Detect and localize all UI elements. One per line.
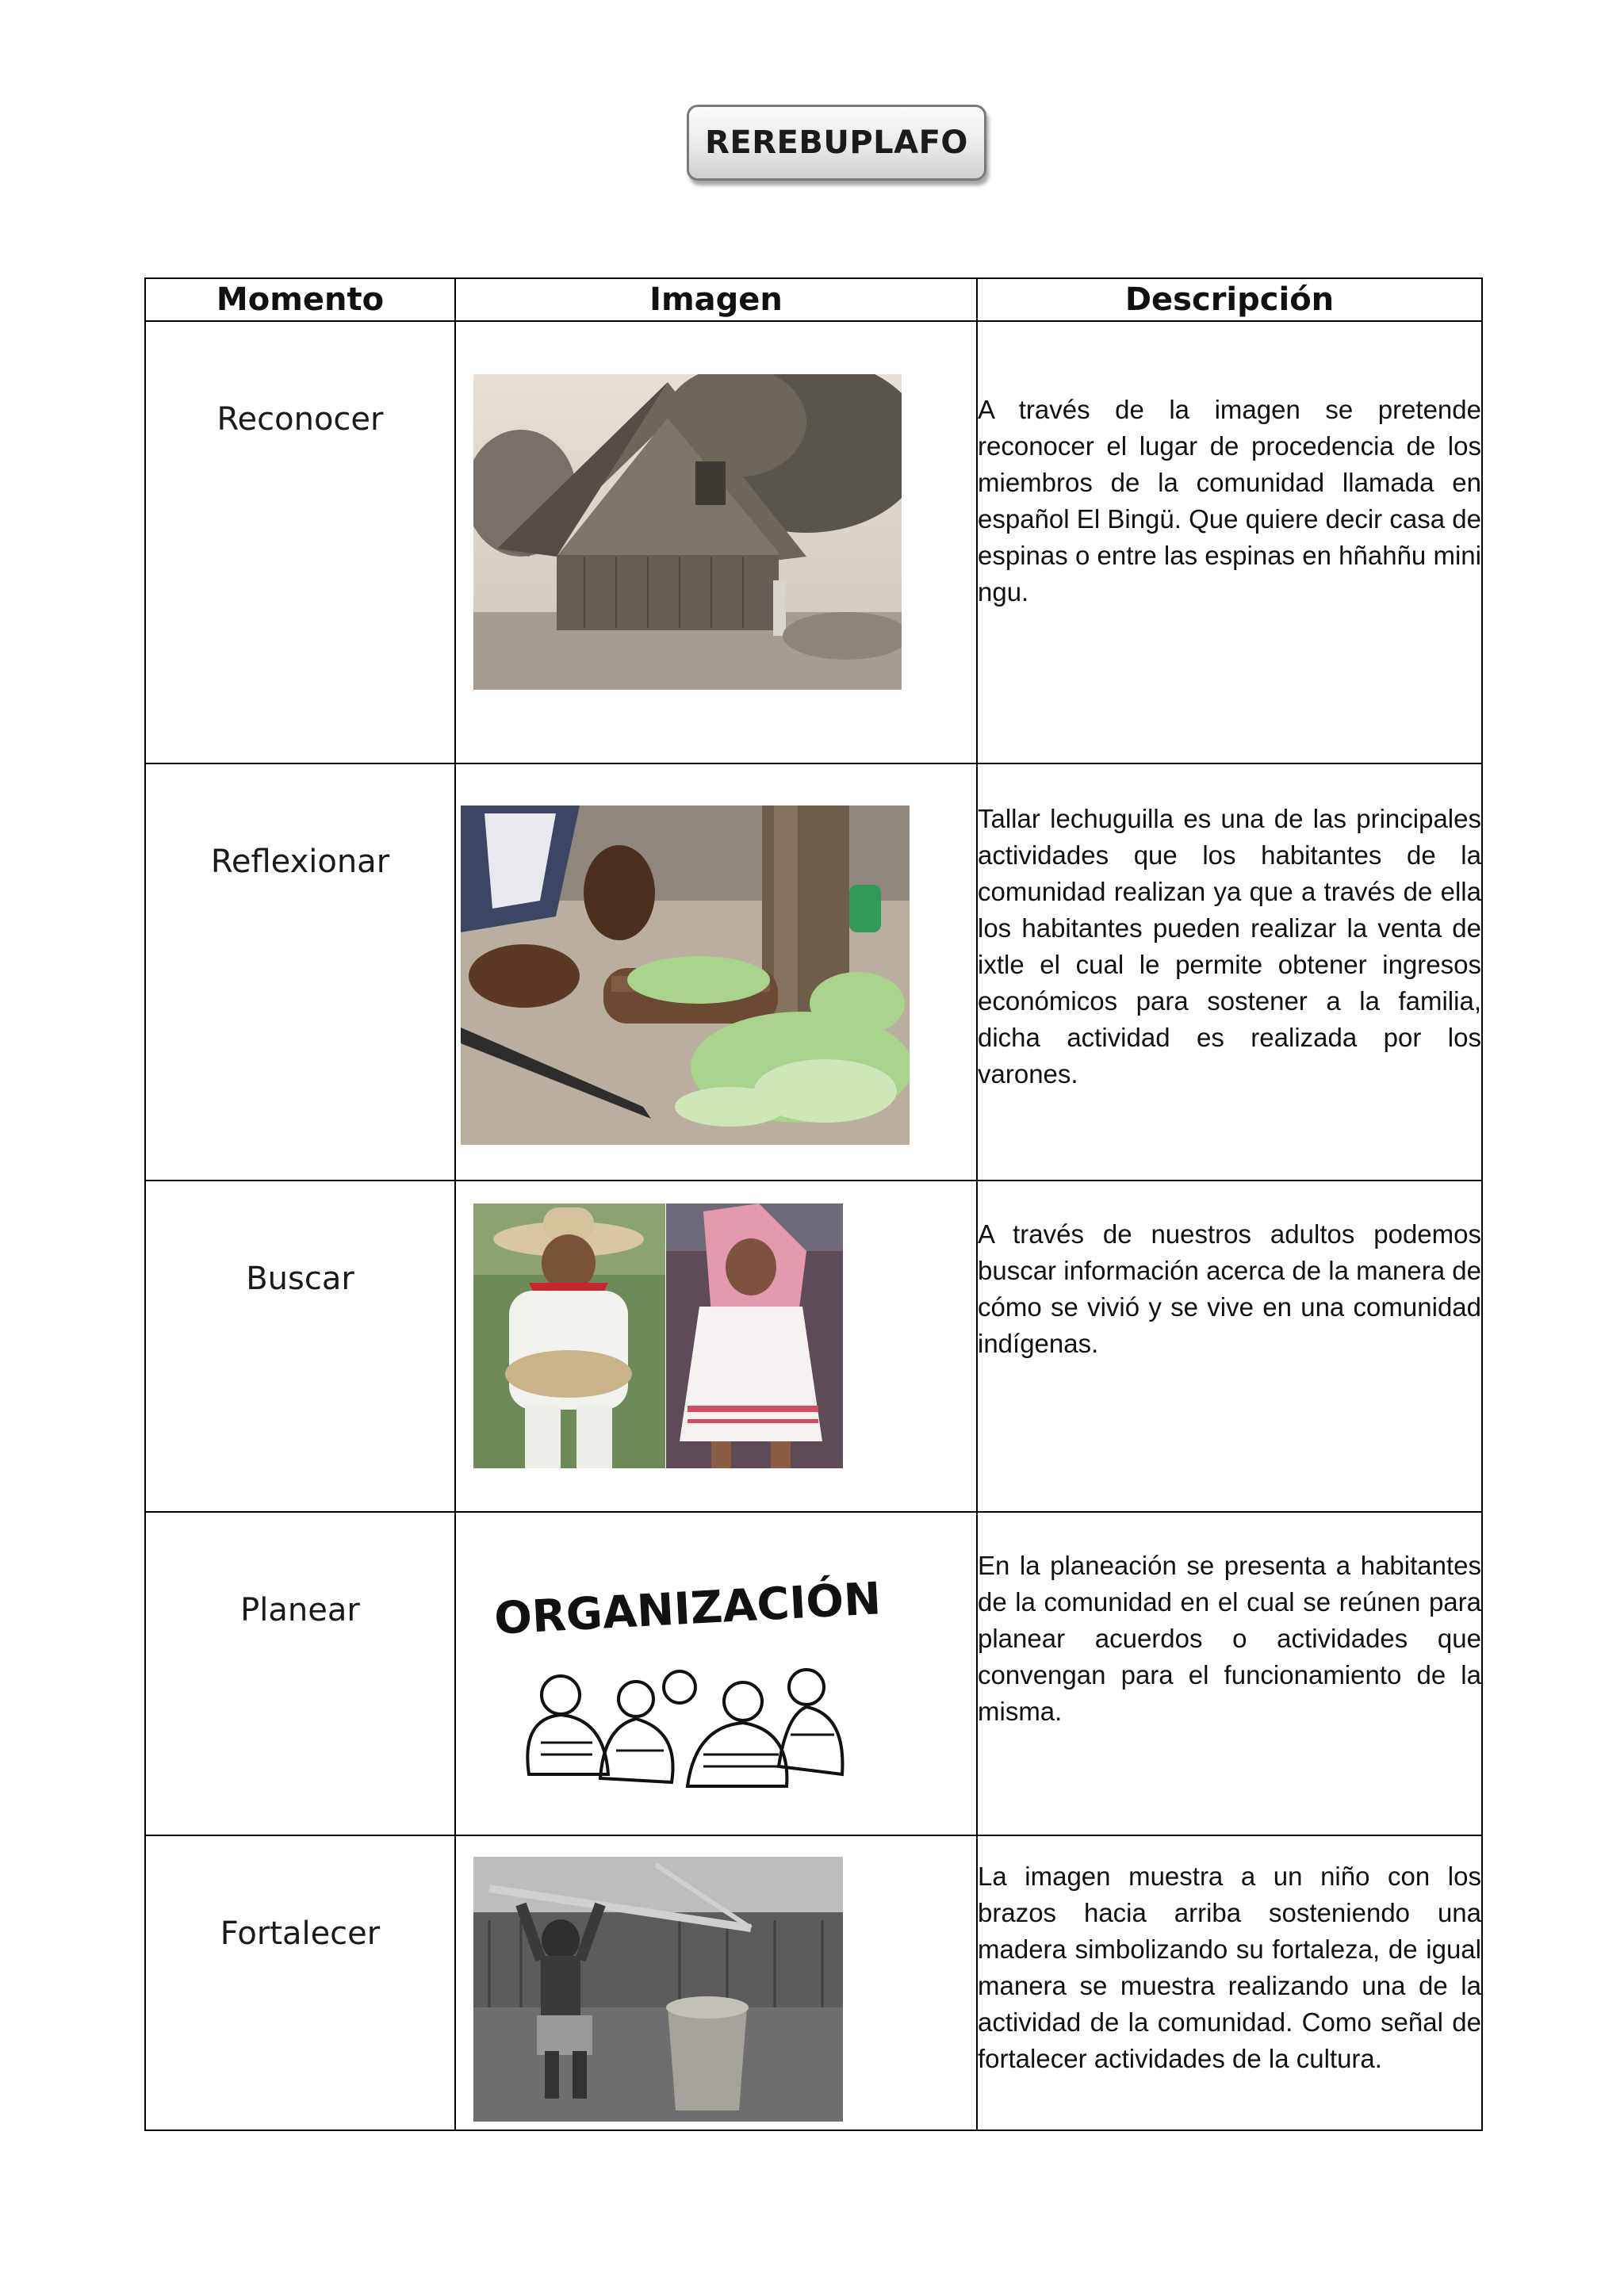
- document-title: REREBUPLAFO: [705, 124, 968, 161]
- moment-label: Planear: [240, 1592, 360, 1628]
- column-header-descripcion: Descripción: [977, 278, 1482, 321]
- image-cell: [455, 1835, 977, 2130]
- description-text: En la planeación se presenta a habitantes de la comunidad en el cual se reúnen para planear acuerdos o actividades que convengan para el funcionamiento de la misma.: [978, 1551, 1481, 1726]
- indigenous-elders-photo: [473, 1203, 843, 1468]
- image-cell: [455, 1181, 977, 1512]
- table-row: [145, 1181, 1482, 1512]
- description-text: A través de nuestros adultos podemos buscar información acerca de la manera de cómo se vivió y se vive en una comunidad indígenas.: [978, 1219, 1481, 1358]
- carving-lechuguilla-photo: [461, 806, 910, 1145]
- moment-label: Fortalecer: [220, 1915, 381, 1952]
- moment-cell: [145, 1835, 455, 2130]
- description-cell: [977, 1512, 1482, 1835]
- moment-cell: [145, 321, 455, 763]
- moment-label: Reconocer: [216, 401, 384, 438]
- description-text: La imagen muestra a un niño con los brazos hacia arriba sosteniendo una madera simbolizando su fortaleza, de igual manera se muestra realizando una de la actividad de la comunidad. Como señal de fortalecer actividades de la cultura.: [978, 1862, 1481, 2073]
- moment-cell: [145, 1181, 455, 1512]
- column-header-momento: Momento: [145, 278, 455, 321]
- table-row: [145, 763, 1482, 1181]
- description-cell: [977, 1181, 1482, 1512]
- description-cell: [977, 321, 1482, 763]
- image-cell: [455, 321, 977, 763]
- moment-label: Buscar: [246, 1261, 354, 1297]
- description-cell: [977, 763, 1482, 1181]
- document-title-box: [687, 105, 986, 181]
- description-text: A través de la imagen se pretende reconocer el lugar de procedencia de los miembros de la comunidad llamada en español El Bingü. Que quiere decir casa de espinas o entre las espinas en hñahñu mini ngu.: [978, 395, 1481, 607]
- table-row: [145, 1512, 1482, 1835]
- organizacion-illustration: [473, 1560, 902, 1798]
- moments-table: [144, 277, 1483, 2131]
- table-row: [145, 321, 1482, 763]
- table-row: [145, 1835, 1482, 2130]
- old-wooden-house-photo: [473, 374, 902, 690]
- moment-label: Reflexionar: [210, 844, 390, 880]
- moment-cell: [145, 763, 455, 1181]
- description-text: Tallar lechuguilla es una de las principales actividades que los habitantes de la comunidad realizan ya que a través de ella los habitantes pueden realizar la venta de ixtle el cual le permite obtener ingresos económicos para sostener a la familia, dicha actividad es realizada por los varones.: [978, 804, 1481, 1089]
- moment-cell: [145, 1512, 455, 1835]
- table-header-row: [145, 278, 1482, 321]
- description-cell: [977, 1835, 1482, 2130]
- child-lifting-wood-photo: [473, 1857, 843, 2122]
- column-header-imagen: Imagen: [455, 278, 977, 321]
- image-cell: [455, 763, 977, 1181]
- image-cell: [455, 1512, 977, 1835]
- illustration-caption: ORGANIZACIÓN: [492, 1573, 883, 1645]
